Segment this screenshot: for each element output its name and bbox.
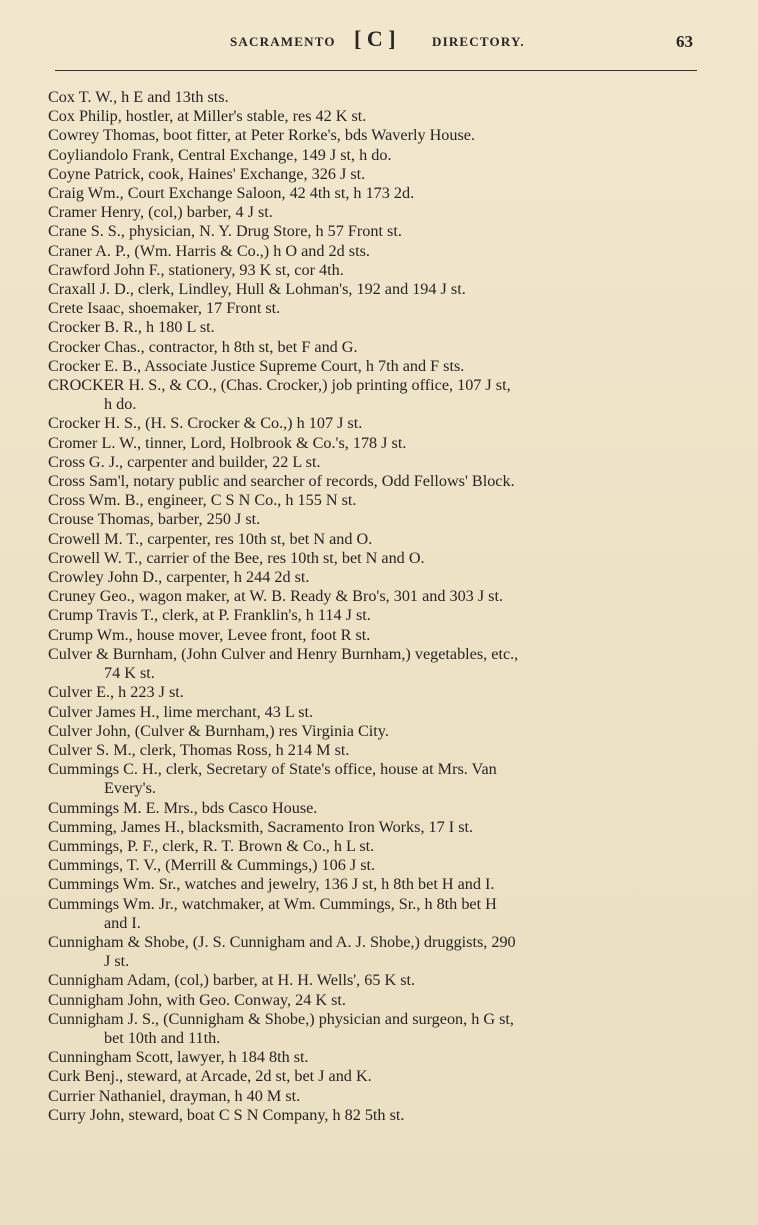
directory-entry: Cruney Geo., wagon maker, at W. B. Ready & Bro's, 301 and 303 J st. — [48, 587, 504, 606]
directory-entry: Cummings C. H., clerk, Secretary of State's office, house at Mrs. Van — [48, 760, 497, 779]
directory-entry: Cross G. J., carpenter and builder, 22 L st. — [48, 452, 321, 471]
directory-entry: Craner A. P., (Wm. Harris & Co.,) h O and 2d sts. — [48, 241, 370, 260]
directory-entry: Crump Travis T., clerk, at P. Franklin's, h 114 J st. — [48, 606, 371, 625]
page-number: 63 — [676, 32, 693, 51]
directory-entry: Crocker H. S., (H. S. Crocker & Co.,) h 107 J st. — [48, 414, 363, 433]
directory-entry: Crane S. S., physician, N. Y. Drug Store, h 57 Front st. — [48, 222, 402, 241]
directory-entry: Culver & Burnham, (John Culver and Henry Burnham,) vegetables, etc., — [48, 644, 519, 663]
running-head-title: DIRECTORY. — [432, 34, 525, 49]
directory-entry: Craig Wm., Court Exchange Saloon, 42 4th st, h 173 2d. — [48, 184, 415, 203]
directory-entry: Craxall J. D., clerk, Lindley, Hull & Lohman's, 192 and 194 J st. — [48, 280, 466, 299]
directory-entry: Cross Wm. B., engineer, C S N Co., h 155 N st. — [48, 491, 357, 510]
directory-entry: Crocker B. R., h 180 L st. — [48, 318, 215, 337]
running-head-letter: [ C ] — [354, 26, 396, 51]
directory-entry: Crowell W. T., carrier of the Bee, res 10th st, bet N and O. — [48, 548, 425, 567]
header-rule — [55, 70, 697, 71]
directory-entry: Cramer Henry, (col,) barber, 4 J st. — [48, 203, 273, 222]
directory-entry: Crump Wm., house mover, Levee front, foot R st. — [48, 625, 371, 644]
directory-entry: Coyliandolo Frank, Central Exchange, 149 J st, h do. — [48, 145, 392, 164]
directory-entry: Crocker E. B., Associate Justice Supreme Court, h 7th and F sts. — [48, 356, 465, 375]
running-head-city: SACRAMENTO — [230, 34, 336, 49]
directory-entry: Cunnigham & Shobe, (J. S. Cunnigham and A. J. Shobe,) druggists, 290 — [48, 932, 516, 951]
directory-entry: Cummings Wm. Sr., watches and jewelry, 136 J st, h 8th bet H and I. — [48, 875, 495, 894]
directory-entry: Cunnigham John, with Geo. Conway, 24 K st. — [48, 990, 346, 1009]
directory-entry: Cox T. W., h E and 13th sts. — [48, 88, 229, 106]
directory-entry: Cummings, P. F., clerk, R. T. Brown & Co., h L st. — [48, 836, 375, 855]
directory-entry: Curk Benj., steward, at Arcade, 2d st, bet J and K. — [48, 1067, 372, 1086]
directory-entry: Cummings M. E. Mrs., bds Casco House. — [48, 798, 318, 817]
directory-entry: Culver John, (Culver & Burnham,) res Virginia City. — [48, 721, 389, 740]
directory-entry: Crawford John F., stationery, 93 K st, cor 4th. — [48, 260, 344, 279]
running-head — [0, 28, 758, 58]
directory-entry-continuation: 74 K st. — [104, 664, 155, 683]
directory-entry: Currier Nathaniel, drayman, h 40 M st. — [48, 1086, 301, 1105]
directory-entry: Culver S. M., clerk, Thomas Ross, h 214 M st. — [48, 740, 350, 759]
directory-entries — [48, 88, 708, 1125]
directory-entry: Crouse Thomas, barber, 250 J st. — [48, 510, 261, 529]
directory-entry: Cowrey Thomas, boot fitter, at Peter Rorke's, bds Waverly House. — [48, 126, 476, 145]
directory-entry: Curry John, steward, boat C S N Company, h 82 5th st. — [48, 1105, 405, 1124]
directory-entry: Cunnigham Adam, (col,) barber, at H. H. Wells', 65 K st. — [48, 971, 416, 990]
directory-entry: Crowley John D., carpenter, h 244 2d st. — [48, 568, 310, 587]
directory-entry-continuation: bet 10th and 11th. — [104, 1028, 221, 1047]
directory-entry: CROCKER H. S., & CO., (Chas. Crocker,) job printing office, 107 J st, — [48, 376, 511, 395]
directory-entry-continuation: h do. — [104, 395, 137, 414]
directory-entry-continuation: J st. — [104, 952, 130, 971]
directory-entry-continuation: and I. — [104, 913, 141, 932]
directory-entry: Culver E., h 223 J st. — [48, 683, 184, 702]
directory-entry: Crete Isaac, shoemaker, 17 Front st. — [48, 299, 281, 318]
directory-entry: Culver James H., lime merchant, 43 L st. — [48, 702, 314, 721]
directory-entry-continuation: Every's. — [104, 779, 156, 798]
directory-entry: Coyne Patrick, cook, Haines' Exchange, 326 J st. — [48, 164, 366, 183]
directory-entry: Crocker Chas., contractor, h 8th st, bet F and G. — [48, 337, 358, 356]
directory-entry: Cumming, James H., blacksmith, Sacramento Iron Works, 17 I st. — [48, 817, 474, 836]
directory-entry: Cross Sam'l, notary public and searcher of records, Odd Fellows' Block. — [48, 472, 515, 491]
directory-entry: Cunningham Scott, lawyer, h 184 8th st. — [48, 1048, 309, 1067]
directory-entry: Cox Philip, hostler, at Miller's stable, res 42 K st. — [48, 107, 367, 126]
directory-entry: Crowell M. T., carpenter, res 10th st, bet N and O. — [48, 529, 373, 548]
directory-entry: Cummings, T. V., (Merrill & Cummings,) 106 J st. — [48, 856, 376, 875]
directory-entry: Cummings Wm. Jr., watchmaker, at Wm. Cummings, Sr., h 8th bet H — [48, 894, 497, 913]
directory-entry: Cromer L. W., tinner, Lord, Holbrook & Co.'s, 178 J st. — [48, 433, 407, 452]
directory-entry: Cunnigham J. S., (Cunnigham & Shobe,) physician and surgeon, h G st, — [48, 1009, 514, 1028]
